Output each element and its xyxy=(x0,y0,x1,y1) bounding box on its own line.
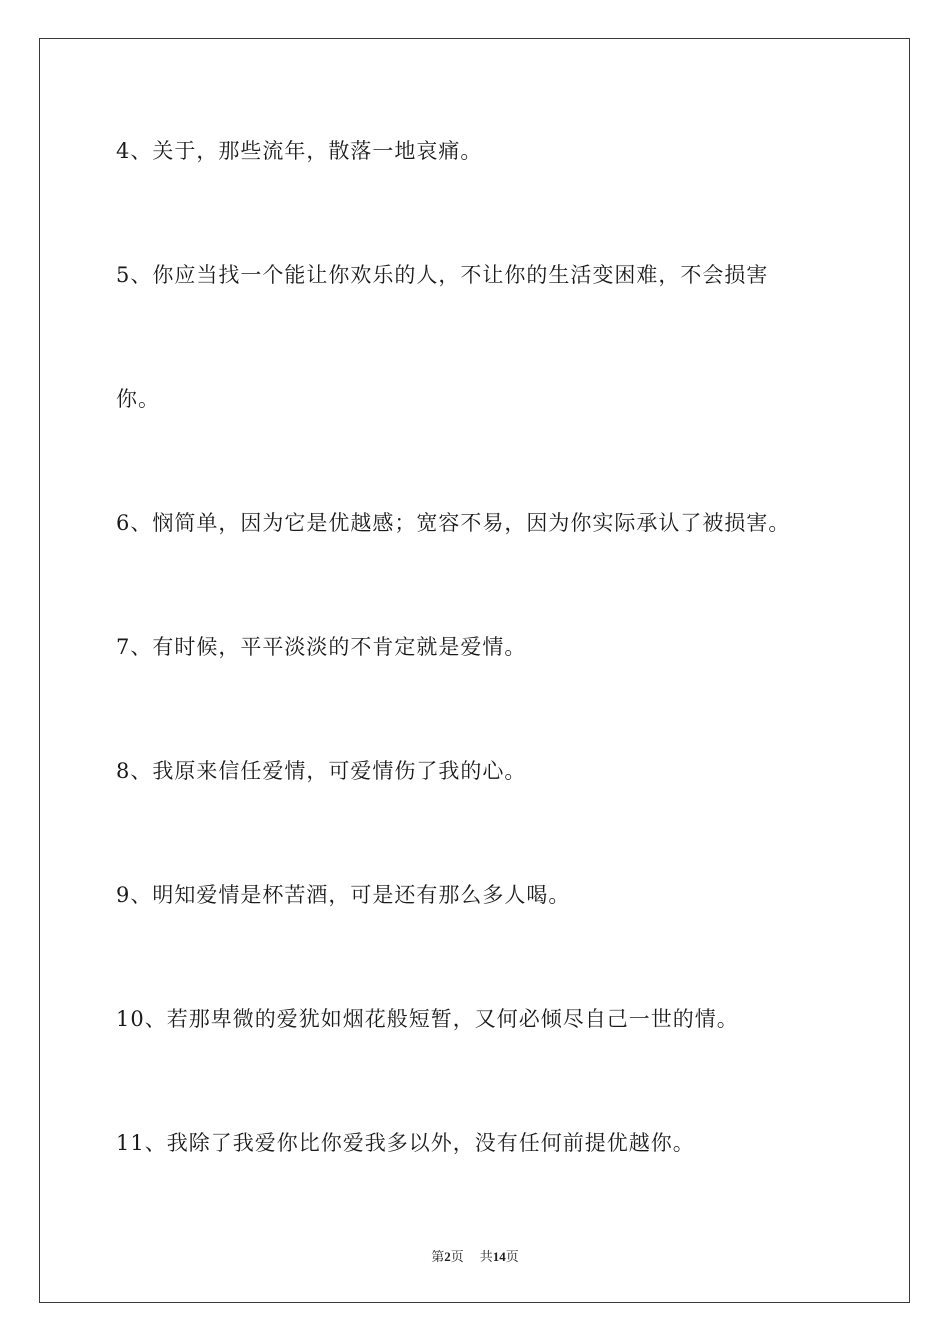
footer-page-suffix: 页 xyxy=(450,1249,464,1264)
footer-total-prefix: 共 xyxy=(479,1249,493,1264)
text-line-5-cont: 你。 xyxy=(116,387,160,411)
text-line-9: 9、明知爱情是杯苦酒，可是还有那么多人喝。 xyxy=(116,883,571,907)
text-line-7: 7、有时候，平平淡淡的不肯定就是爱情。 xyxy=(116,635,527,659)
text-line-5: 5、你应当找一个能让你欢乐的人，不让你的生活变困难，不会损害 xyxy=(116,263,769,287)
text-line-11: 11、我除了我爱你比你爱我多以外，没有任何前提优越你。 xyxy=(116,1131,695,1155)
text-line-8: 8、我原来信任爱情，可爱情伤了我的心。 xyxy=(116,759,527,783)
text-line-10: 10、若那卑微的爱犹如烟花般短暂，又何必倾尽自己一世的情。 xyxy=(116,1007,739,1031)
footer-total-suffix: 页 xyxy=(505,1249,519,1264)
footer-page-prefix: 第 xyxy=(431,1249,445,1264)
footer-page-current: 2 xyxy=(444,1249,451,1264)
footer-page-total: 14 xyxy=(492,1249,506,1264)
page-border xyxy=(39,38,910,1303)
text-line-6: 6、悯简单，因为它是优越感；宽容不易，因为你实际承认了被损害。 xyxy=(116,511,791,535)
text-line-4: 4、关于，那些流年，散落一地哀痛。 xyxy=(116,139,483,163)
page-footer xyxy=(0,1248,950,1266)
